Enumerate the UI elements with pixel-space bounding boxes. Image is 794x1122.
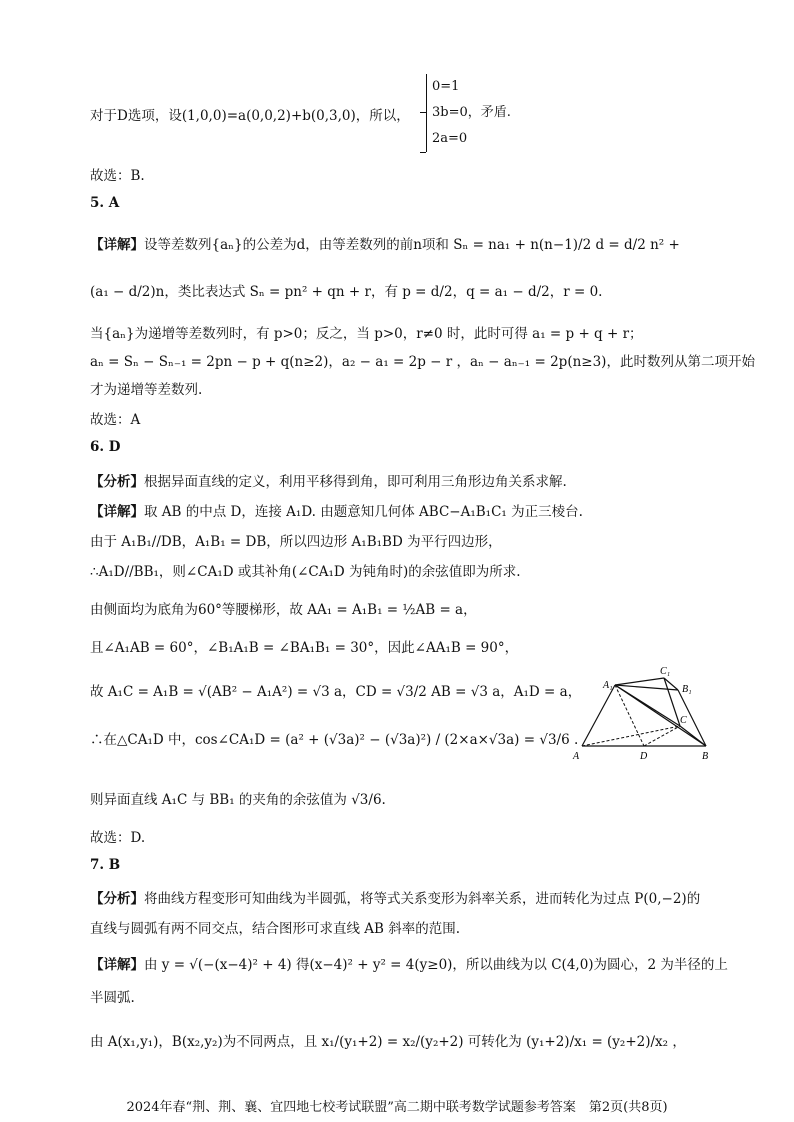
option-d-text: 对于D选项，设(1,0,0)=a(0,0,2)+b(0,3,0)，所以， [90, 108, 410, 124]
q7-analysis-text-1: 将曲线方程变形可知曲线为半圆弧，将等式关系变形为斜率关系，进而转化为过点 P(0,−2)的 [144, 891, 701, 907]
label-a1: A₁ [603, 680, 613, 691]
q5-line-3: 当{aₙ}为递增等差数列时，有 p>0；反之，当 p>0，r≠0 时，此时可得 a₁ = p + q + r； [90, 326, 643, 342]
q6-line-1 [90, 500, 583, 520]
q6-line-8: 则异面直线 A₁C 与 BB₁ 的夹角的余弦值为 √3/6. [90, 792, 386, 808]
q7-heading: 7. B [90, 857, 121, 873]
q5-answer: 故选：A [90, 412, 141, 428]
label-b: B [702, 751, 709, 762]
q5-line-4: aₙ = Sₙ − Sₙ₋₁ = 2pn − p + q(n≥2)，a₂ − a₁ = 2p − r ，aₙ − aₙ₋₁ = 2p(n≥3)，此时数列从第二项开始 [90, 354, 755, 370]
label-b1: B₁ [682, 684, 692, 695]
edge-aa1 [582, 685, 615, 746]
system-tail: ，矛盾. [467, 105, 511, 120]
q7-detail-1 [90, 953, 728, 973]
q6-analysis-text: 根据异面直线的定义，利用平移得到角，即可利用三角形边角关系求解. [144, 474, 567, 490]
label-a: A [573, 751, 580, 762]
q7-detail-2: 半圆弧. [90, 990, 135, 1006]
detail-tag: 【详解】 [90, 957, 144, 973]
detail-tag: 【详解】 [90, 237, 144, 253]
q6-line-6: 故 A₁C = A₁B = √(AB² − A₁A²) = √3 a，CD = √3/2 AB = √3 a，A₁D = a， [90, 684, 582, 700]
q7-analysis-1 [90, 887, 700, 907]
q6-analysis [90, 470, 567, 490]
label-c1: C₁ [660, 666, 671, 677]
page-footer: 2024年春“荆、荆、襄、宜四地七校考试联盟”高二期中联考数学试题参考答案 第2页(共8页) [126, 1100, 668, 1115]
system-eq-3: 2a=0 [432, 131, 468, 146]
q6-line-7: ∴在△CA₁D 中，cos∠CA₁D = (a² + (√3a)² − (√3a)²) / (2×a×√3a) = √3/6 . [90, 732, 579, 748]
q7-detail-3: 由 A(x₁,y₁)，B(x₂,y₂)为不同两点，且 x₁/(y₁+2) = x₂/(y₂+2) 可转化为 (y₁+2)/x₁ = (y₂+2)/x₂ ， [90, 1034, 686, 1050]
label-c: C [680, 715, 687, 726]
q6-line-5: 且∠A₁AB = 60°，∠B₁A₁B = ∠BA₁B₁ = 30°，因此∠AA₁B = 90°， [90, 640, 519, 656]
q6-text-1: 取 AB 的中点 D，连接 A₁D. 由题意知几何体 ABC−A₁B₁C₁ 为正三棱台. [144, 504, 583, 520]
q5-line-2: (a₁ − d/2)n，类比表达式 Sₙ = pn² + qn + r，有 p = d/2，q = a₁ − d/2，r = 0. [90, 284, 603, 300]
edge-a1b1 [615, 685, 678, 690]
frustum-figure [570, 660, 720, 770]
detail-tag: 【详解】 [90, 504, 144, 520]
q5-line-5: 才为递增等差数列. [90, 382, 203, 398]
q6-heading: 6. D [90, 439, 121, 455]
analysis-tag: 【分析】 [90, 891, 144, 907]
label-d: D [640, 751, 648, 762]
q5-line-1 [90, 233, 680, 253]
analysis-tag: 【分析】 [90, 474, 144, 490]
edge-ac-dashed [582, 726, 680, 746]
q6-answer: 故选：D. [90, 830, 146, 846]
q5-text-1: 设等差数列{aₙ}的公差为d，由等差数列的前n项和 Sₙ = na₁ + n(n−1)/2 d = d/2 n² + [144, 237, 680, 253]
answer-4: 故选：B. [90, 168, 145, 184]
segment-dc [644, 726, 680, 746]
q7-analysis-2: 直线与圆弧有两不同交点，结合图形可求直线 AB 斜率的范围. [90, 921, 461, 937]
edge-a1c1 [615, 678, 664, 685]
system-eq-1: 0=1 [432, 79, 460, 94]
option-d-line [90, 104, 410, 124]
q6-line-3: ∴A₁D//BB₁，则∠CA₁D 或其补角(∠CA₁D 为钝角时)的余弦值即为所求. [90, 564, 521, 580]
q6-line-4: 由侧面均为底角为60°等腰梯形，故 AA₁ = A₁B₁ = ½AB = a， [90, 602, 477, 618]
equation-system [426, 74, 511, 152]
system-eq-2-text: 3b=0 [432, 105, 468, 120]
q6-line-2: 由于 A₁B₁//DB，A₁B₁ = DB，所以四边形 A₁B₁BD 为平行四边形， [90, 534, 502, 550]
system-eq-2 [432, 100, 511, 126]
q7-detail-text-1: 由 y = √(−(x−4)² + 4) 得(x−4)² + y² = 4(y≥0)，所以曲线为以 C(4,0)为圆心，2 为半径的上 [144, 957, 728, 973]
q5-heading: 5. A [90, 195, 120, 211]
